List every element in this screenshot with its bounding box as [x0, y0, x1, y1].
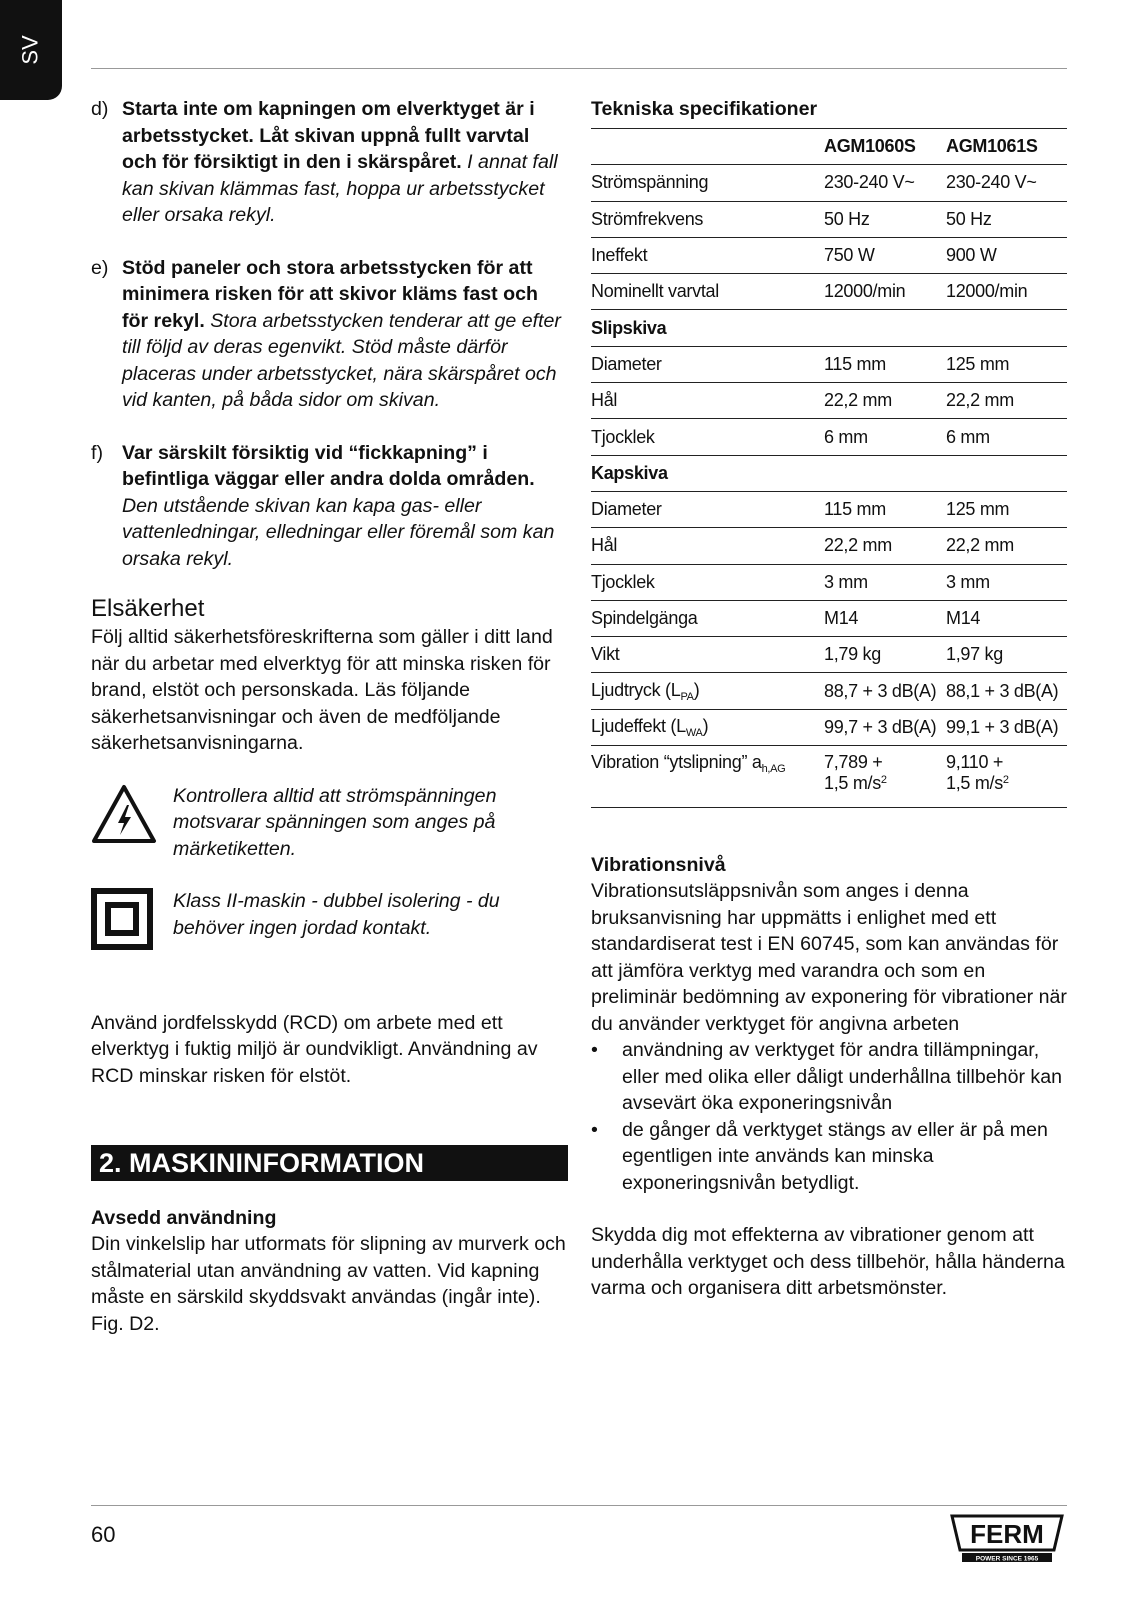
table-row: Strömspänning 230-240 V~ 230-240 V~ [591, 165, 1067, 201]
vibration-heading: Vibrationsnivå [591, 854, 726, 877]
table-row: Ineffekt 750 W 900 W [591, 237, 1067, 273]
double-insulation-icon [91, 888, 173, 958]
spec-table [591, 128, 1067, 808]
rcd-text: Använd jordfelsskydd (RCD) om arbete med ett elverktyg i fuktig miljö är oundvikligt. Användning av RCD minskar risken för elstöt. [91, 1011, 538, 1087]
table-row: Vikt 1,79 kg 1,97 kg [591, 637, 1067, 673]
high-voltage-warning-icon [91, 783, 173, 853]
vibration-text: Vibrationsutsläppsnivån som anges i denna bruksanvisning har uppmätts i enlighet med ett standardiserat test i EN 60745, som kan användas för att jämföra verktyg med varandra och som en preliminär bedömning av exponering för vibrationer när du använder verktyget för angivna arbeten [591, 880, 1067, 1035]
logo-subtext: POWER SINCE 1965 [975, 1555, 1039, 1563]
table-row: Spindelgänga M14 M14 [591, 600, 1067, 636]
table-row: Strömfrekvens 50 Hz 50 Hz [591, 201, 1067, 237]
table-header-row [591, 129, 1067, 165]
table-row: Tjocklek 6 mm 6 mm [591, 419, 1067, 455]
item-bold-text: Starta inte om kapningen om elverktyget är i arbetsstycket. Låt skivan uppnå fullt varvtal och för försiktigt in den i skärspåret. [122, 98, 535, 173]
item-bold-text: Var särskilt försiktig vid “fickkapning” i befintliga väggar eller andra dolda områden. [122, 441, 535, 490]
table-row: Diameter 115 mm 125 mm [591, 491, 1067, 527]
table-row: Hål 22,2 mm 22,2 mm [591, 528, 1067, 564]
item-label: d) [91, 98, 109, 120]
table-row: Ljudeffekt $(L_{WA})$ 99,7 + 3 dB(A) 99,1 + 3 dB(A) [591, 709, 1067, 745]
voltage-note: Kontrollera alltid att strömspänningen motsvarar spänningen som anges på märketiketten. [173, 784, 497, 860]
top-divider [91, 68, 1067, 69]
table-section-row: Slipskiva [591, 310, 1067, 346]
item-italic-text: Stora arbetsstycken tenderar att ge efter till följd av deras egenvikt. Stöd måste därför placeras under arbetsstycket, nära skärspåret och vid kanten, på båda sidor om skivan. [122, 309, 561, 411]
safety-item-f [91, 440, 568, 573]
model-2-header: AGM1061S [946, 129, 1067, 165]
vibration-protect-text: Skydda dig mot effekterna av vibrationer genom att underhålla verktyget och dess tillbehör, hålla händerna varma och organisera ditt arbetsmönster. [591, 1224, 1065, 1300]
list-item: • användning av verktyget för andra tillämpningar, eller med olika eller dåligt underhållna tillbehör kan avsevärt öka exponeringsnivån [591, 1039, 1063, 1115]
class2-row [91, 888, 568, 958]
ferm-logo [948, 1514, 1066, 1564]
electrical-safety-text: Följ alltid säkerhetsföreskrifterna som gäller i ditt land när du arbetar med elverktyg för att minska risken för brand, elstöt och personskada. Läs följande säkerhetsanvisningar och även de medföljande säkerhetsanvisningarna. [91, 626, 553, 754]
safety-item-e [91, 255, 568, 414]
table-row: Hål 22,2 mm 22,2 mm [591, 383, 1067, 419]
spec-heading: Tekniska specifikationer [591, 98, 818, 120]
bottom-divider [91, 1505, 1067, 1506]
page-number: 60 [91, 1522, 116, 1547]
section-banner: 2. MASKININFORMATION [91, 1145, 568, 1181]
table-section-row: Kapskiva [591, 455, 1067, 491]
voltage-warning-row [91, 783, 568, 863]
table-row: Ljudtryck $(L_{PA})$ 88,7 + 3 dB(A) 88,1 + 3 dB(A) [591, 673, 1067, 709]
electrical-safety-heading: Elsäkerhet [91, 595, 205, 622]
list-item: • de gånger då verktyget stängs av eller är på men egentligen inte används kan minska exponeringsnivån betydligt. [591, 1118, 1048, 1194]
item-italic-text: I annat fall kan skivan klämmas fast, hoppa ur arbetsstycket eller orsaka rekyl. [122, 151, 558, 226]
intended-use-text: Din vinkelslip har utformats för slipning av murverk och stålmaterial utan användning av vatten. Vid kapning måste en särskild skyddsvakt användas (ingår inte). Fig. D2. [91, 1233, 566, 1335]
intended-use-heading: Avsedd användning [91, 1207, 277, 1229]
item-bold-text: Stöd paneler och stora arbetsstycken för att minimera risken för att skivor kläms fast och för rekyl. [122, 256, 538, 332]
left-column [91, 96, 568, 1337]
language-tab [0, 0, 62, 100]
logo-text: FERM [970, 1519, 1044, 1549]
right-column [591, 96, 1067, 1302]
language-code: SV [17, 35, 43, 65]
table-row: Diameter 115 mm 125 mm [591, 346, 1067, 382]
model-1-header: AGM1060S [824, 129, 946, 165]
item-label: e) [91, 256, 109, 279]
item-italic-text: Den utstående skivan kan kapa gas- eller vattenledningar, elledningar eller föremål som kan orsaka rekyl. [122, 494, 555, 570]
class2-note: Klass II-maskin - dubbel isolering - du behöver ingen jordad kontakt. [173, 890, 500, 939]
table-row: Vibration “ytslipning” $a_{h,AG}$ 7,789 + 1,5 $m/s^2$ 9,110 + 1,5 $m/s^2$ [591, 746, 1067, 808]
table-row: Tjocklek 3 mm 3 mm [591, 564, 1067, 600]
item-label: f) [91, 441, 103, 464]
table-row: Nominellt varvtal 12000/min 12000/min [591, 274, 1067, 310]
safety-item-d [91, 96, 568, 229]
